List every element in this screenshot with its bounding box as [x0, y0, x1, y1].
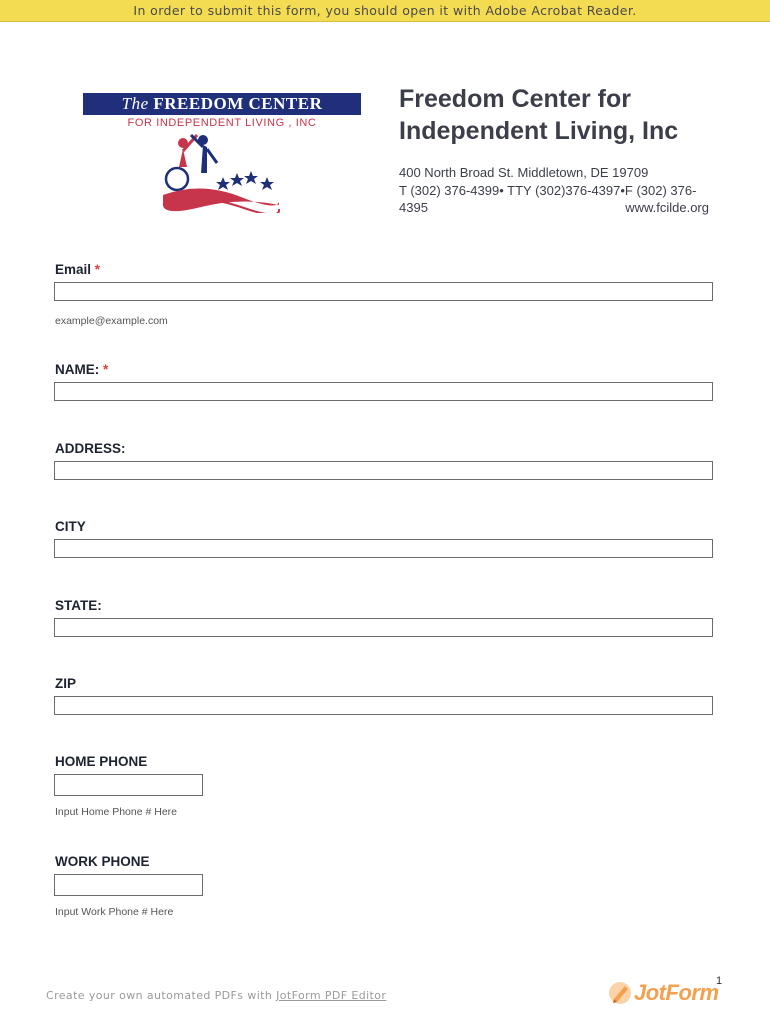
- state-field[interactable]: [54, 618, 713, 637]
- zip-label: ZIP: [55, 676, 77, 691]
- work-phone-hint: Input Work Phone # Here: [55, 906, 174, 918]
- jotform-wordmark: JotForm: [634, 980, 719, 1005]
- email-label: [55, 262, 100, 277]
- email-field[interactable]: [54, 282, 713, 301]
- zip-field[interactable]: [54, 696, 713, 715]
- org-phones: T (302) 376-4399• TTY (302)376-4397•F (302) 376-: [399, 182, 697, 198]
- work-phone-field[interactable]: [54, 874, 203, 896]
- banner-text: In order to submit this form, you should open it with Adobe Acrobat Reader.: [133, 3, 637, 18]
- address-field[interactable]: [54, 461, 713, 480]
- email-label-text: Email: [55, 262, 92, 277]
- org-phones-end: 4395: [399, 200, 428, 215]
- page-number: 1: [716, 975, 723, 987]
- home-phone-hint: Input Home Phone # Here: [55, 806, 177, 818]
- jotform-editor-link[interactable]: JotForm PDF Editor: [276, 989, 387, 1002]
- required-mark: *: [103, 362, 109, 377]
- home-phone-label: HOME PHONE: [55, 754, 148, 769]
- acrobat-notice-banner: [0, 0, 770, 22]
- email-hint: example@example.com: [55, 315, 168, 327]
- org-website: www.fcilde.org: [625, 200, 709, 215]
- logo-the: The: [121, 94, 149, 113]
- logo-subtitle: FOR INDEPENDENT LIVING , INC: [127, 117, 317, 129]
- state-label: STATE:: [55, 598, 102, 613]
- name-label: [55, 362, 108, 377]
- name-label-text: NAME:: [55, 362, 100, 377]
- footer-prefix: Create your own automated PDFs with: [46, 989, 277, 1002]
- logo-title-bar: [83, 93, 361, 115]
- jotform-pencil-icon: [608, 981, 634, 1005]
- org-address-block: [399, 164, 709, 217]
- org-phones-cont: [399, 199, 709, 217]
- logo-main: FREEDOM CENTER: [153, 94, 323, 113]
- footer-promo: [46, 989, 386, 1002]
- city-label: CITY: [55, 519, 86, 534]
- work-phone-label: WORK PHONE: [55, 854, 150, 869]
- home-phone-field[interactable]: [54, 774, 203, 796]
- logo-figures-flag-icon: [161, 133, 281, 213]
- freedom-center-logo: [83, 93, 363, 215]
- org-name: Freedom Center for Independent Living, Inc: [399, 85, 679, 145]
- name-field[interactable]: [54, 382, 713, 401]
- required-mark: *: [94, 262, 101, 277]
- org-address: 400 North Broad St. Middletown, DE 19709: [399, 165, 649, 180]
- address-label: ADDRESS:: [55, 441, 126, 456]
- city-field[interactable]: [54, 539, 713, 558]
- jotform-logo: [608, 980, 719, 1006]
